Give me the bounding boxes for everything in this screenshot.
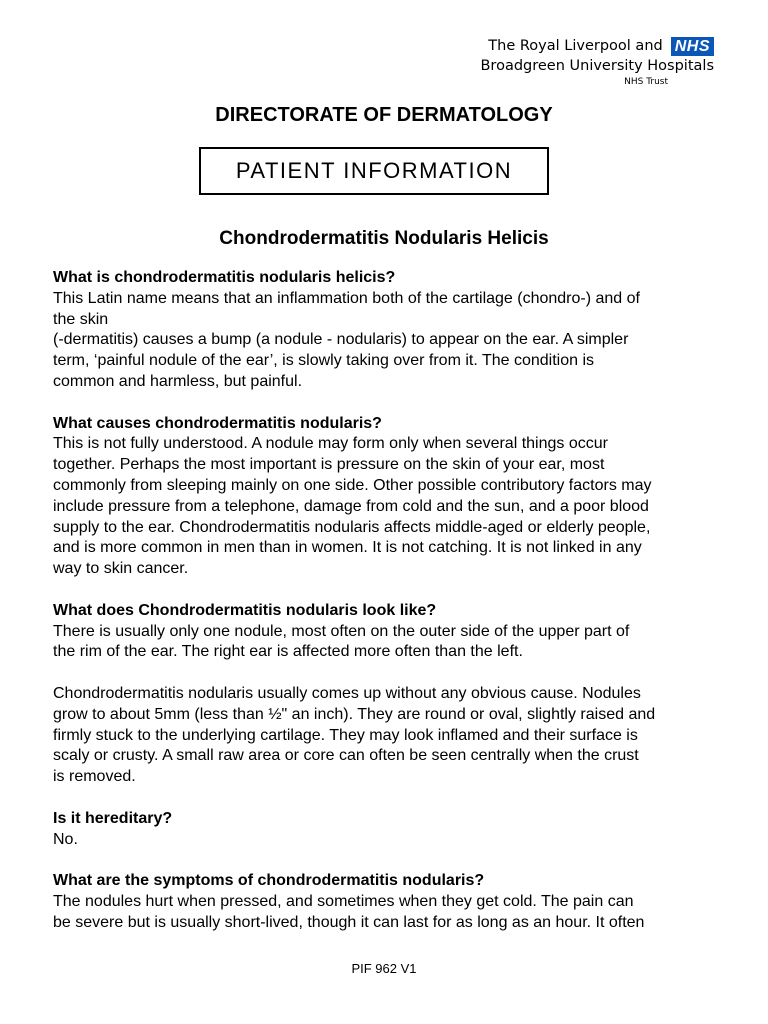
nhs-logo: NHS bbox=[671, 37, 714, 56]
nhs-trust-label: NHS Trust bbox=[624, 77, 668, 87]
section bbox=[53, 601, 721, 663]
section-paragraph: Chondrodermatitis nodularis usually comes up without any obvious cause. Nodules grow to about 5mm (less than ½" an inch). They are round or oval, slightly raised and firmly stuck to the underlying cartilage. They may look inflamed and their surface is scaly or crusty. A small raw area or core can often be seen centrally when the crust is removed. bbox=[53, 684, 656, 786]
section bbox=[53, 871, 721, 933]
section-heading: What causes chondrodermatitis nodularis? bbox=[53, 414, 382, 432]
section-heading: What does Chondrodermatitis nodularis look like? bbox=[53, 601, 437, 619]
section bbox=[53, 268, 721, 393]
section-paragraph: This Latin name means that an inflammation both of the cartilage (chondro-) and of the skin (-dermatitis) causes a bump (a nodule - nodularis) to appear on the ear. A simpler term, ‘painful nodule of the ear’, is slowly taking over from it. The condition is common and harmless, but painful. bbox=[53, 289, 640, 390]
section-paragraph: No. bbox=[53, 830, 78, 848]
section bbox=[53, 684, 721, 788]
section-paragraph: This is not fully understood. A nodule may form only when several things occur together. Perhaps the most important is pressure on the skin of your ear, most commonly from sleeping mainly on one side. Other possible contributory factors may include pressure from a telephone, damage from cold and the sun, and a poor blood supply to the ear. Chondrodermatitis nodularis affects middle-aged or elderly people, and is more common in men than in women. It is not catching. It is not linked in any way to skin cancer. bbox=[53, 435, 652, 578]
section-paragraph: There is usually only one nodule, most often on the outer side of the upper part of the rim of the ear. The right ear is affected more often than the left. bbox=[53, 622, 630, 661]
section-heading: Is it hereditary? bbox=[53, 809, 173, 827]
section-paragraph: The nodules hurt when pressed, and sometimes when they get cold. The pain can be severe but is usually short-lived, though it can last for as long as an hour. It often bbox=[53, 892, 645, 931]
patient-information-box bbox=[199, 147, 549, 195]
patient-information-label: PATIENT INFORMATION bbox=[235, 158, 513, 183]
section-heading: What are the symptoms of chondrodermatitis nodularis? bbox=[53, 872, 485, 890]
document-reference: PIF 962 V1 bbox=[351, 961, 417, 976]
directorate-heading: DIRECTORATE OF DERMATOLOGY bbox=[215, 104, 553, 126]
document-title: Chondrodermatitis Nodularis Helicis bbox=[219, 228, 549, 249]
document-body bbox=[53, 268, 721, 954]
section-heading: What is chondrodermatitis nodularis helicis? bbox=[53, 269, 396, 286]
section bbox=[53, 809, 721, 851]
org-name-line-1: The Royal Liverpool and bbox=[488, 38, 663, 54]
section bbox=[53, 414, 721, 580]
org-line-1 bbox=[480, 36, 714, 56]
org-name-line-2: Broadgreen University Hospitals bbox=[480, 58, 714, 74]
trust-logo bbox=[480, 36, 714, 88]
